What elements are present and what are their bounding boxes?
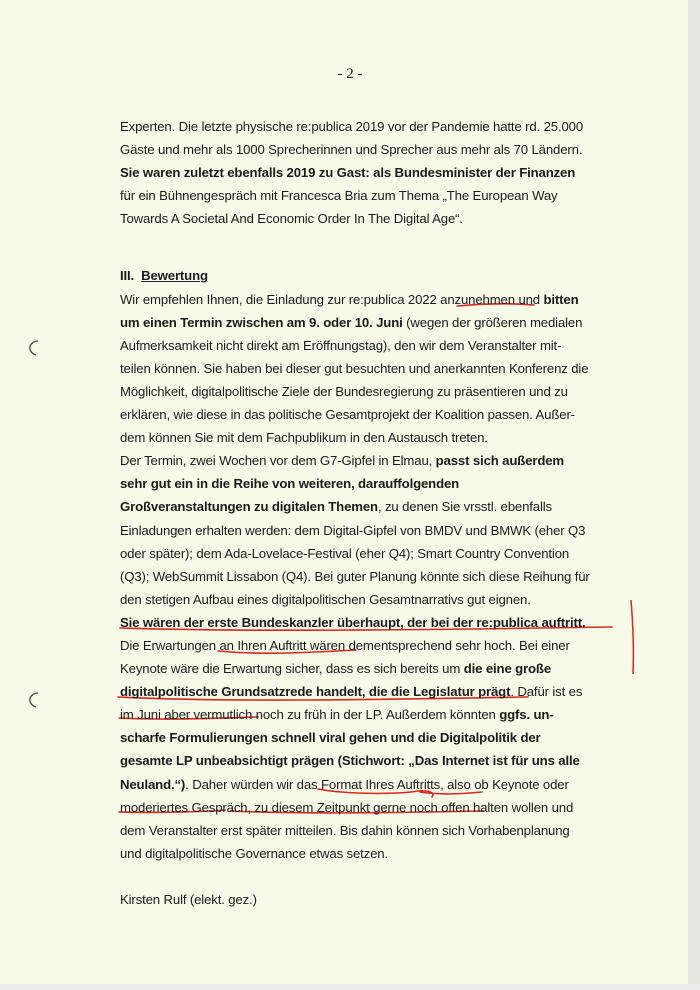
hole-punch-mark-bottom bbox=[22, 690, 42, 710]
document-body bbox=[120, 115, 620, 911]
section-heading bbox=[120, 264, 620, 287]
intro-line-3: Sie waren zuletzt ebenfalls 2019 zu Gast: als Bundesminister der Finanzen bbox=[120, 165, 576, 181]
p1-line-4: teilen können. Sie haben bei dieser gut besuchten und anerkannten Konferenz die bbox=[120, 360, 589, 376]
p3-line-2: Die Erwartungen an Ihren Auftritt wären dementsprechend sehr hoch. Bei einer bbox=[120, 637, 570, 653]
p3-line-1: Sie wären der erste Bundeskanzler überhaupt, der bei der re:publica auftritt. bbox=[120, 614, 586, 630]
intro-line-1: Experten. Die letzte physische re:publica 2019 vor der Pandemie hatte rd. 25.000 bbox=[120, 119, 584, 134]
signature: Kirsten Rulf (elekt. gez.) bbox=[120, 892, 257, 907]
p3-line-10: dem Veranstalter erst später mitteilen. Bis dahin können sich Vorhabenplanung bbox=[120, 822, 570, 838]
p3-line-4: digitalpolitische Grundsatzrede handelt, die die Legislatur prägt. Dafür ist es bbox=[120, 684, 583, 700]
p2-line-1: Der Termin, zwei Wochen vor dem G7-Gipfel in Elmau, passt sich außerdem bbox=[120, 453, 564, 469]
p3-line-6: scharfe Formulierungen schnell viral gehen und die Digitalpolitik der bbox=[120, 730, 541, 746]
p3-line-11: und digitalpolitische Governance etwas setzen. bbox=[120, 845, 389, 861]
p1-line-3: Aufmerksamkeit nicht direkt am Eröffnungstag), den wir dem Veranstalter mit- bbox=[120, 337, 562, 353]
p2-line-5: oder später); dem Ada-Lovelace-Festival (eher Q4); Smart Country Convention bbox=[120, 545, 570, 561]
p1-line-6: erklären, wie diese in das politische Gesamtprojekt der Koalition passen. Außer- bbox=[120, 407, 575, 423]
p1-line-2: um einen Termin zwischen am 9. oder 10. Juni (wegen der größeren medialen bbox=[120, 314, 583, 330]
p1-line-1: Wir empfehlen Ihnen, die Einladung zur re:publica 2022 anzunehmen und bitten bbox=[120, 291, 579, 307]
p3-line-8: Neuland.“). Daher würden wir das Format Ihres Auftritts, also ob Keynote oder bbox=[120, 776, 569, 792]
p3-line-7: gesamte LP unbeabsichtigt prägen (Stichwort: „Das Internet ist für uns alle bbox=[120, 753, 580, 769]
page-number: - 2 - bbox=[337, 66, 363, 82]
p2-line-4: Einladungen erhalten werden: dem Digital-Gipfel von BMDV und BMWK (eher Q3 bbox=[120, 522, 586, 538]
intro-line-2: Gäste und mehr als 1000 Sprecherinnen und Sprecher aus mehr als 70 Ländern. bbox=[120, 142, 583, 158]
section-title: Bewertung bbox=[141, 268, 208, 284]
intro-line-5: Towards A Societal And Economic Order In The Digital Age“. bbox=[120, 211, 463, 227]
p2-line-3: Großveranstaltungen zu digitalen Themen, zu denen Sie vrsstl. ebenfalls bbox=[120, 499, 552, 515]
p3-line-3: Keynote wäre die Erwartung sicher, dass es sich bereits um die eine große bbox=[120, 661, 552, 677]
p2-line-7: den stetigen Aufbau eines digitalpolitischen Gesamtnarrativs gut eignen. bbox=[120, 591, 531, 607]
scan-edge-bottom bbox=[0, 984, 700, 990]
p3-line-9: moderiertes Gespräch, zu diesem Zeitpunkt gerne noch offen halten wollen und bbox=[120, 799, 574, 815]
p2-line-2: sehr gut ein in die Reihe von weiteren, darauffolgenden bbox=[120, 476, 460, 492]
intro-line-4: für ein Bühnengespräch mit Francesca Bria zum Thema „The European Way bbox=[120, 188, 558, 204]
p1-line-7: dem können Sie mit dem Fachpublikum in den Austausch treten. bbox=[120, 430, 488, 446]
margin-mark bbox=[622, 598, 642, 678]
p2-line-6: (Q3); WebSummit Lissabon (Q4). Bei guter Planung könnte sich diese Reihung für bbox=[120, 568, 590, 584]
p3-line-5: im Juni aber vermutlich noch zu früh in der LP. Außerdem könnten ggfs. un- bbox=[120, 707, 554, 723]
hole-punch-mark-top bbox=[22, 338, 42, 358]
p1-line-5: Möglichkeit, digitalpolitische Ziele der Bundesregierung zu präsentieren und zu bbox=[120, 383, 568, 399]
section-number: III. bbox=[120, 268, 135, 284]
scan-edge-right bbox=[688, 0, 700, 990]
